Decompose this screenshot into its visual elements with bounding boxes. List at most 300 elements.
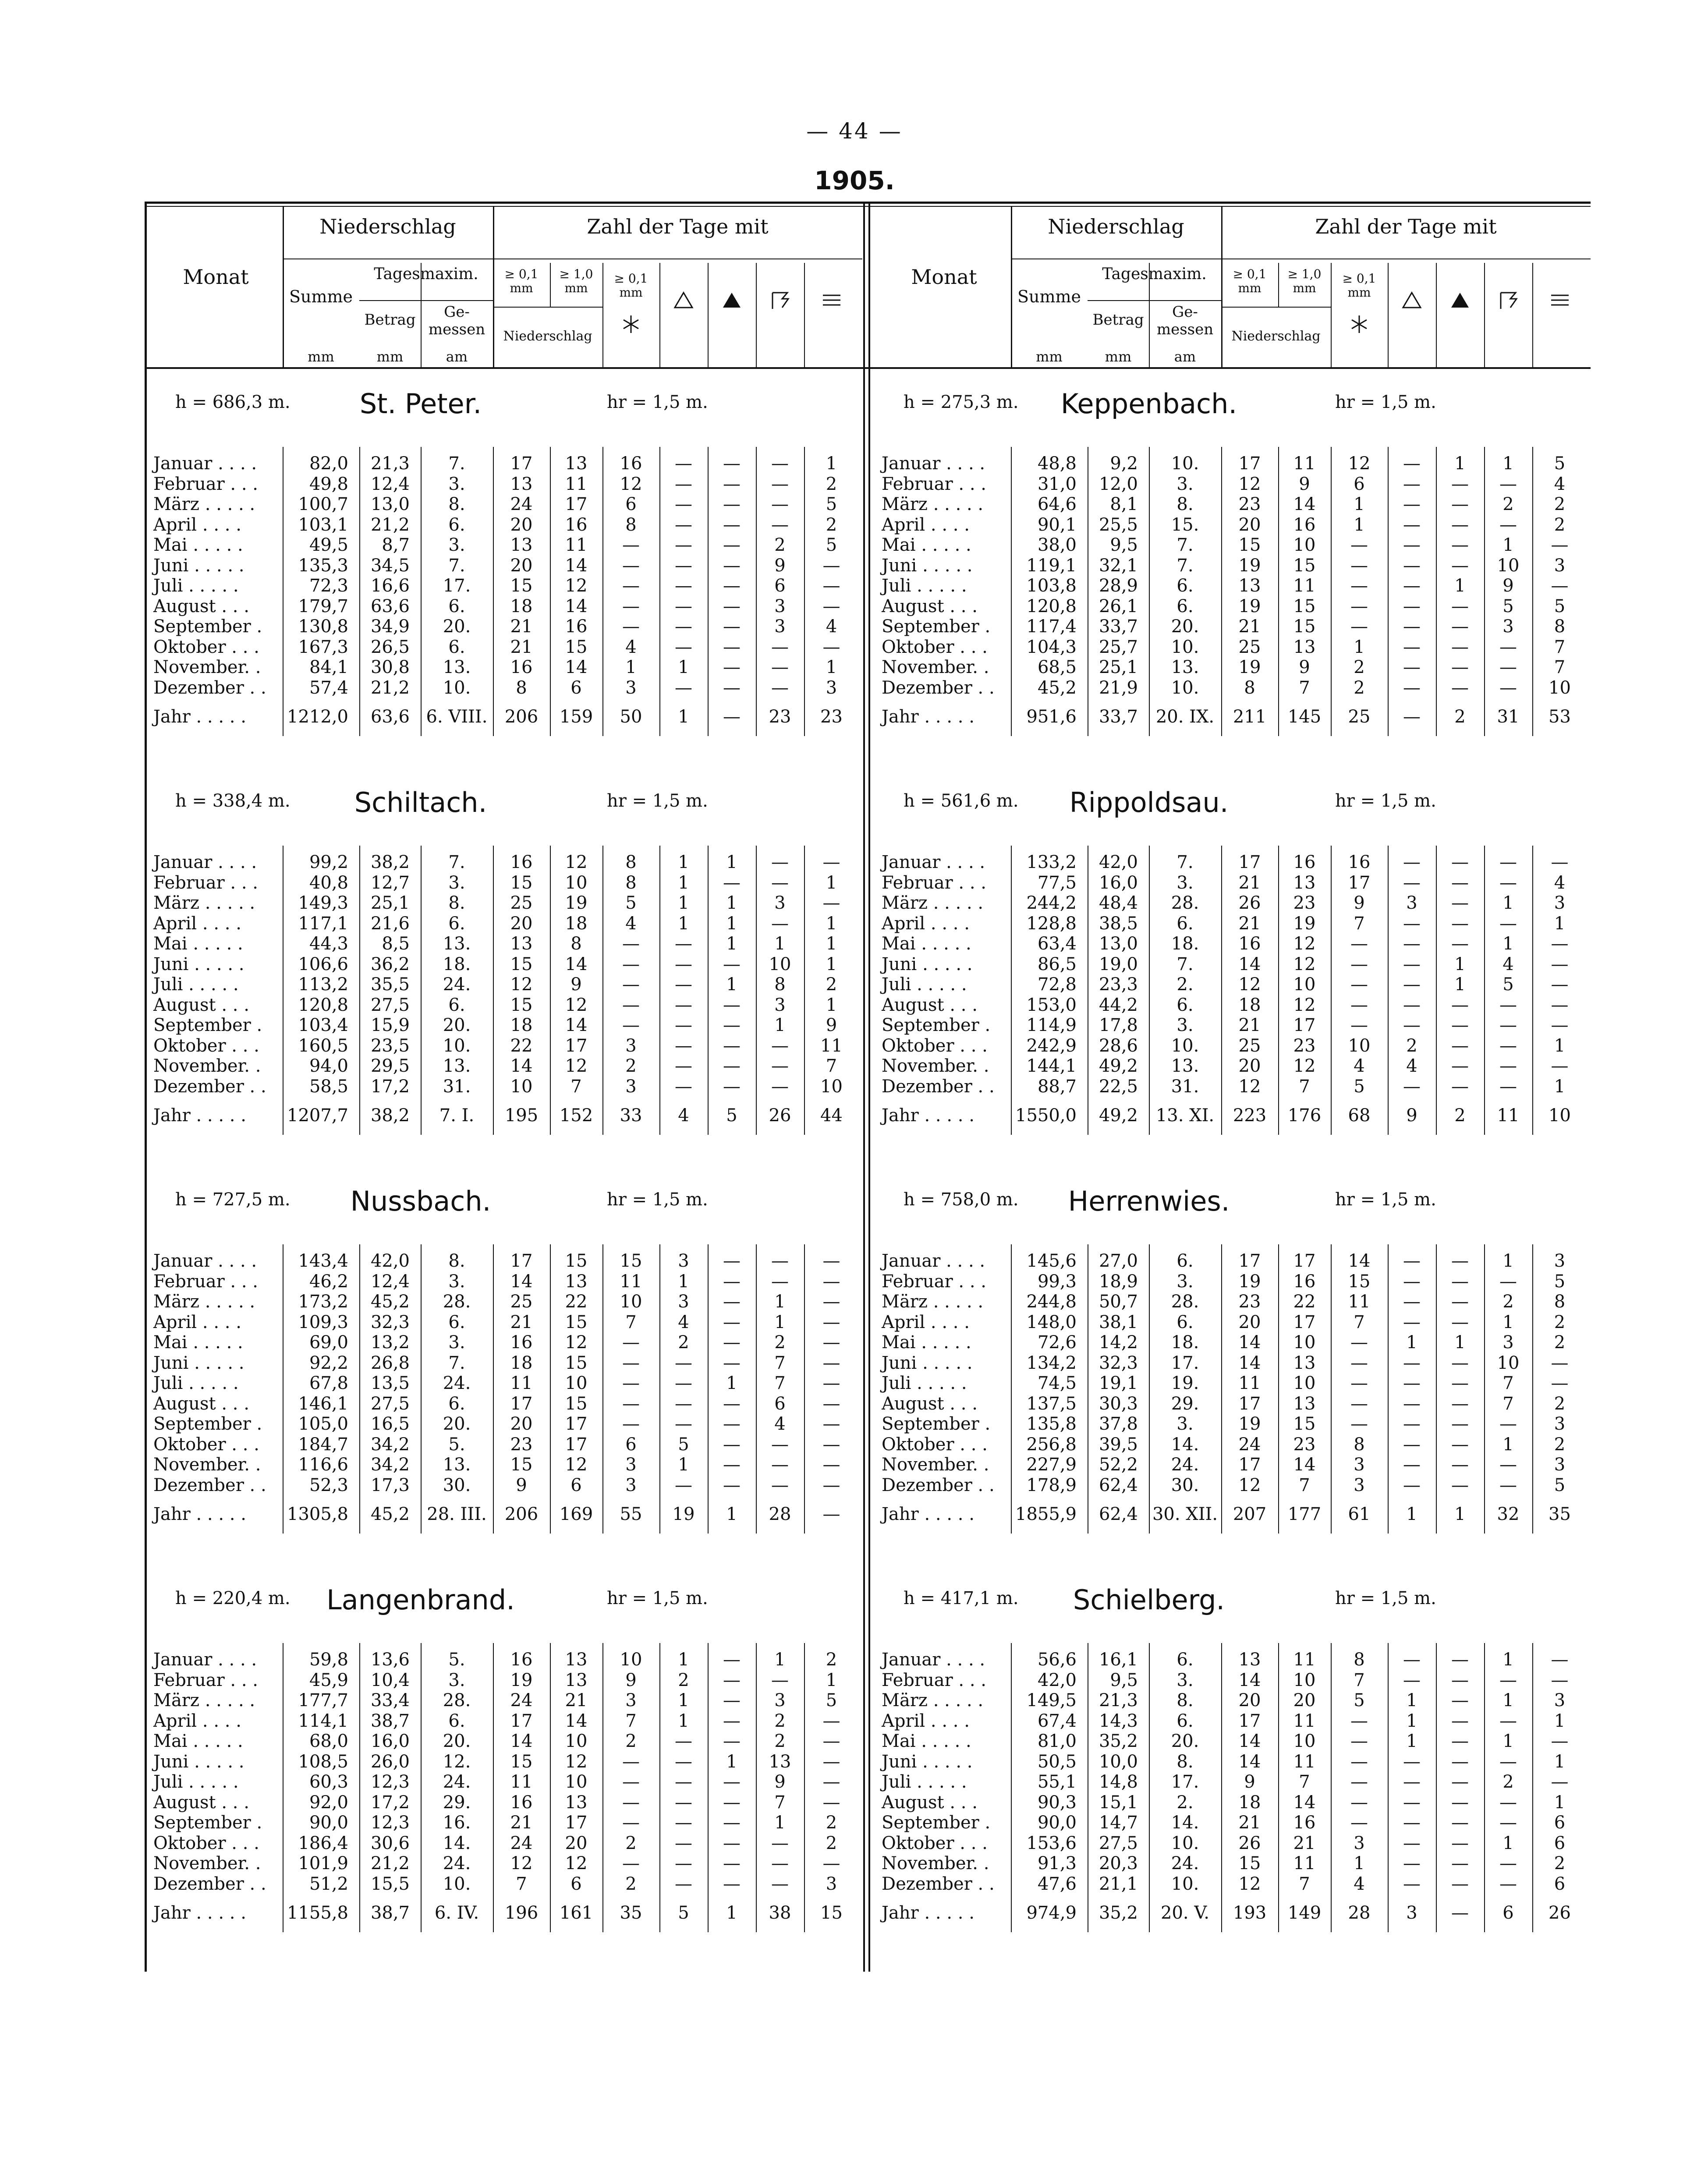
station-3-month-6: Juli . . . . . xyxy=(882,974,967,995)
station-4-cell-7-0: 146,1 xyxy=(298,1393,348,1414)
station-0-cell-12-3: 206 xyxy=(504,707,539,727)
station-3-cell-4-5: — xyxy=(1350,934,1368,954)
station-0-cell-5-0: 135,3 xyxy=(298,555,348,576)
station-5-month-12: Jahr . . . . . xyxy=(882,1504,974,1524)
station-4-cell-8-8: 4 xyxy=(774,1414,786,1434)
station-0-cell-2-1: 13,0 xyxy=(370,494,410,514)
station-6-cell-4-1: 16,0 xyxy=(370,1731,410,1751)
station-4-cell-6-2: 24. xyxy=(443,1373,471,1393)
station-1-month-1: Februar . . . xyxy=(882,474,986,494)
station-7-cell-2-0: 149,5 xyxy=(1026,1690,1077,1711)
station-6-month-5: Juni . . . . . xyxy=(153,1751,245,1772)
station-0-cell-5-1: 34,5 xyxy=(370,555,410,576)
station-1-cell-5-0: 119,1 xyxy=(1026,555,1077,576)
station-1-cell-7-6: — xyxy=(1403,596,1421,616)
station-4-cell-12-2: 28. III. xyxy=(427,1504,487,1524)
station-5-cell-10-7: — xyxy=(1451,1455,1469,1475)
station-3-month-8: September . xyxy=(882,1015,991,1035)
station-3-cell-0-2: 7. xyxy=(1176,852,1194,872)
station-0-cell-3-1: 21,2 xyxy=(370,514,410,535)
station-7-cell-1-0: 42,0 xyxy=(1037,1670,1077,1690)
station-4-cell-10-1: 34,2 xyxy=(370,1455,410,1475)
station-7-cell-7-6: — xyxy=(1403,1792,1421,1813)
station-0-cell-10-1: 30,8 xyxy=(370,657,410,677)
station-7-cell-3-8: — xyxy=(1499,1711,1517,1731)
station-1-cell-8-3: 21 xyxy=(1238,616,1261,637)
station-0-cell-0-0: 82,0 xyxy=(309,453,348,474)
station-1-cell-8-8: 3 xyxy=(1502,616,1514,637)
station-5-cell-3-8: 1 xyxy=(1502,1312,1514,1332)
station-6-cell-7-0: 92,0 xyxy=(309,1792,348,1813)
station-0-cell-5-7: — xyxy=(723,555,741,576)
station-0-cell-12-1: 63,6 xyxy=(370,707,410,727)
station-3-height: h = 561,6 m. xyxy=(904,791,1019,811)
station-7-cell-10-9: 2 xyxy=(1554,1853,1566,1874)
station-7-cell-11-8: — xyxy=(1499,1874,1517,1894)
station-4-cell-8-3: 20 xyxy=(510,1414,533,1434)
station-0-cell-0-8: — xyxy=(771,453,789,474)
station-4-month-6: Juli . . . . . xyxy=(153,1373,239,1393)
station-4-cell-1-3: 14 xyxy=(510,1271,533,1292)
station-7-cell-0-5: 8 xyxy=(1354,1650,1365,1670)
station-7-month-7: August . . . xyxy=(882,1792,978,1813)
station-0-cell-6-9: — xyxy=(822,576,840,596)
station-4-cell-12-0: 1305,8 xyxy=(287,1504,348,1524)
station-7-cell-1-6: — xyxy=(1403,1670,1421,1690)
station-5-cell-2-1: 50,7 xyxy=(1099,1292,1138,1312)
station-5-cell-8-4: 15 xyxy=(1293,1414,1316,1434)
station-6-cell-5-3: 15 xyxy=(510,1751,533,1772)
frame-left-line xyxy=(145,202,147,1972)
station-3-cell-3-1: 38,5 xyxy=(1099,913,1138,934)
station-6-cell-10-5: — xyxy=(622,1853,640,1874)
station-7-cell-7-5: — xyxy=(1350,1792,1368,1813)
station-4-cell-7-8: 6 xyxy=(774,1393,786,1414)
station-3-cell-11-7: — xyxy=(1451,1076,1469,1097)
station-6-cell-5-5: — xyxy=(622,1751,640,1772)
station-7-cell-1-5: 7 xyxy=(1354,1670,1365,1690)
station-0-cell-11-2: 10. xyxy=(443,677,471,698)
station-5-cell-12-3: 207 xyxy=(1233,1504,1267,1524)
station-6-cell-7-7: — xyxy=(723,1792,741,1813)
station-7-cell-12-5: 28 xyxy=(1348,1903,1371,1923)
station-7-cell-1-9: — xyxy=(1551,1670,1569,1690)
station-7-name: Schielberg. xyxy=(1073,1584,1225,1616)
station-0-cell-5-2: 7. xyxy=(448,555,465,576)
station-6-cell-0-4: 13 xyxy=(565,1650,588,1670)
station-1-cell-2-3: 23 xyxy=(1238,494,1261,514)
station-6-cell-2-8: 3 xyxy=(774,1690,786,1711)
station-6-cell-11-5: 2 xyxy=(625,1874,637,1894)
station-1-cell-10-1: 25,1 xyxy=(1099,657,1138,677)
station-3-cell-2-8: 1 xyxy=(1502,893,1514,913)
station-6-cell-1-3: 19 xyxy=(510,1670,533,1690)
station-5-cell-3-1: 38,1 xyxy=(1099,1312,1138,1332)
station-3-cell-6-8: 5 xyxy=(1502,974,1514,995)
station-2-cell-9-1: 23,5 xyxy=(370,1035,410,1056)
station-7-cell-1-4: 10 xyxy=(1293,1670,1316,1690)
station-0-cell-9-6: — xyxy=(675,637,692,657)
half-1-triangle-icon xyxy=(1401,289,1423,311)
station-3-cell-10-6: 4 xyxy=(1406,1056,1417,1076)
station-6-month-12: Jahr . . . . . xyxy=(153,1903,246,1923)
station-4-cell-11-0: 52,3 xyxy=(309,1475,348,1495)
station-7-cell-7-7: — xyxy=(1451,1792,1469,1813)
station-0-cell-0-2: 7. xyxy=(448,453,465,474)
station-7-cell-11-2: 10. xyxy=(1171,1874,1199,1894)
station-7-cell-5-7: — xyxy=(1451,1751,1469,1772)
station-1-cell-11-4: 7 xyxy=(1299,677,1310,698)
station-4-cell-6-8: 7 xyxy=(774,1373,786,1393)
station-1-cell-6-5: — xyxy=(1350,576,1368,596)
station-3-cell-1-6: — xyxy=(1403,872,1421,893)
station-3-cell-7-9: — xyxy=(1551,995,1569,1015)
station-7-cell-12-1: 35,2 xyxy=(1099,1903,1138,1923)
station-6-cell-11-3: 7 xyxy=(516,1874,527,1894)
station-2-cell-2-4: 19 xyxy=(565,893,588,913)
page-number: — 44 — xyxy=(806,118,903,144)
station-0-cell-1-1: 12,4 xyxy=(370,474,410,494)
station-5-cell-9-1: 39,5 xyxy=(1099,1434,1138,1455)
station-7-cell-0-3: 13 xyxy=(1238,1650,1261,1670)
station-3-cell-8-8: — xyxy=(1499,1015,1517,1035)
station-5-cell-10-5: 3 xyxy=(1354,1455,1365,1475)
station-7-cell-10-7: — xyxy=(1451,1853,1469,1874)
station-7-cell-0-4: 11 xyxy=(1293,1650,1316,1670)
station-4-cell-9-5: 6 xyxy=(625,1434,637,1455)
station-3-cell-4-3: 16 xyxy=(1238,934,1261,954)
station-5-cell-4-2: 18. xyxy=(1171,1332,1199,1353)
station-5-cell-0-3: 17 xyxy=(1238,1251,1261,1271)
station-3-month-1: Februar . . . xyxy=(882,872,986,893)
station-0-cell-12-9: 23 xyxy=(820,707,843,727)
station-3-cell-3-8: — xyxy=(1499,913,1517,934)
station-1-cell-7-9: 5 xyxy=(1554,596,1566,616)
station-1-cell-3-6: — xyxy=(1403,514,1421,535)
station-0-month-5: Juni . . . . . xyxy=(153,555,245,576)
station-6-cell-4-8: 2 xyxy=(774,1731,786,1751)
station-7-cell-8-1: 14,7 xyxy=(1099,1813,1138,1833)
half-1-gemessen-unit: am xyxy=(1174,348,1196,365)
station-7-cell-6-7: — xyxy=(1451,1772,1469,1792)
half-1-ge01-header: ≥ 0,1 mm xyxy=(1233,267,1267,295)
station-1-cell-4-1: 9,5 xyxy=(1110,535,1138,555)
station-4-month-2: März . . . . . xyxy=(153,1292,255,1312)
station-7-cell-0-7: — xyxy=(1451,1650,1469,1670)
station-6-cell-9-5: 2 xyxy=(625,1833,637,1853)
station-1-cell-5-4: 15 xyxy=(1293,555,1316,576)
station-0-cell-2-5: 6 xyxy=(625,494,637,514)
station-4-month-9: Oktober . . . xyxy=(153,1434,259,1455)
station-5-cell-2-8: 2 xyxy=(1502,1292,1514,1312)
station-2-cell-0-0: 99,2 xyxy=(309,852,348,872)
station-4-cell-5-3: 18 xyxy=(510,1353,533,1373)
station-4-cell-1-1: 12,4 xyxy=(370,1271,410,1292)
station-7-cell-9-8: 1 xyxy=(1502,1833,1514,1853)
station-0-cell-3-4: 16 xyxy=(565,514,588,535)
station-7-cell-12-3: 193 xyxy=(1233,1903,1267,1923)
station-7-cell-3-0: 67,4 xyxy=(1037,1711,1077,1731)
station-0-cell-6-7: — xyxy=(723,576,741,596)
station-7-cell-12-9: 26 xyxy=(1549,1903,1571,1923)
station-5-cell-9-9: 2 xyxy=(1554,1434,1566,1455)
station-1-cell-0-2: 10. xyxy=(1171,453,1199,474)
station-7-cell-7-3: 18 xyxy=(1238,1792,1261,1813)
station-0-cell-10-2: 13. xyxy=(443,657,471,677)
station-4-cell-3-0: 109,3 xyxy=(298,1312,348,1332)
station-0-cell-1-0: 49,8 xyxy=(309,474,348,494)
station-7-cell-10-8: — xyxy=(1499,1853,1517,1874)
station-5-month-8: September . xyxy=(882,1414,991,1434)
station-4-cell-2-0: 173,2 xyxy=(298,1292,348,1312)
station-4-cell-0-1: 42,0 xyxy=(370,1251,410,1271)
station-0-cell-8-2: 20. xyxy=(443,616,471,637)
station-2-cell-1-5: 8 xyxy=(625,872,637,893)
station-6-cell-4-6: — xyxy=(675,1731,692,1751)
station-3-cell-12-6: 9 xyxy=(1406,1105,1417,1126)
station-0-cell-2-0: 100,7 xyxy=(298,494,348,514)
station-6-cell-6-7: — xyxy=(723,1772,741,1792)
station-6-cell-3-4: 14 xyxy=(565,1711,588,1731)
station-4-cell-10-0: 116,6 xyxy=(298,1455,348,1475)
station-3-cell-7-5: — xyxy=(1350,995,1368,1015)
station-2-cell-4-3: 13 xyxy=(510,934,533,954)
station-5-cell-2-3: 23 xyxy=(1238,1292,1261,1312)
station-2-cell-5-7: — xyxy=(723,954,741,974)
station-3-cell-4-0: 63,4 xyxy=(1037,934,1077,954)
station-1-cell-10-0: 68,5 xyxy=(1037,657,1077,677)
station-1-cell-2-8: 2 xyxy=(1502,494,1514,514)
station-7-cell-9-2: 10. xyxy=(1171,1833,1199,1853)
station-2-cell-7-7: — xyxy=(723,995,741,1015)
station-2-cell-0-3: 16 xyxy=(510,852,533,872)
station-7-cell-4-4: 10 xyxy=(1293,1731,1316,1751)
station-6-cell-8-2: 16. xyxy=(443,1813,471,1833)
station-1-cell-4-4: 10 xyxy=(1293,535,1316,555)
station-4-cell-3-4: 15 xyxy=(565,1312,588,1332)
station-2-month-1: Februar . . . xyxy=(153,872,258,893)
station-1-cell-9-7: — xyxy=(1451,637,1469,657)
station-6-cell-9-0: 186,4 xyxy=(298,1833,348,1853)
station-3-cell-3-0: 128,8 xyxy=(1026,913,1077,934)
station-6-cell-10-7: — xyxy=(723,1853,741,1874)
station-3-cell-5-0: 86,5 xyxy=(1037,954,1077,974)
station-6-cell-4-2: 20. xyxy=(443,1731,471,1751)
station-1-cell-6-0: 103,8 xyxy=(1026,576,1077,596)
station-5-cell-12-6: 1 xyxy=(1406,1504,1417,1524)
station-4-cell-6-1: 13,5 xyxy=(370,1373,410,1393)
station-2-cell-6-7: 1 xyxy=(726,974,737,995)
station-0-cell-9-7: — xyxy=(723,637,741,657)
station-7-cell-3-6: 1 xyxy=(1406,1711,1417,1731)
station-2-cell-11-1: 17,2 xyxy=(370,1076,410,1097)
station-0-cell-5-9: — xyxy=(822,555,840,576)
station-4-cell-9-4: 17 xyxy=(565,1434,588,1455)
station-6-cell-12-1: 38,7 xyxy=(370,1903,410,1923)
station-0-cell-10-7: — xyxy=(723,657,741,677)
station-4-cell-4-6: 2 xyxy=(678,1332,689,1353)
station-0-month-2: März . . . . . xyxy=(153,494,255,514)
station-1-cell-1-3: 12 xyxy=(1238,474,1261,494)
station-0-cell-8-0: 130,8 xyxy=(298,616,348,637)
station-6-cell-5-2: 12. xyxy=(443,1751,471,1772)
station-7-hr: hr = 1,5 m. xyxy=(1335,1588,1436,1608)
half-0-niederschlag-small-header: Niederschlag xyxy=(503,329,592,344)
station-5-cell-10-9: 3 xyxy=(1554,1455,1566,1475)
station-2-cell-0-6: 1 xyxy=(678,852,689,872)
station-1-cell-2-9: 2 xyxy=(1554,494,1566,514)
station-2-cell-2-0: 149,3 xyxy=(298,893,348,913)
station-4-cell-9-6: 5 xyxy=(678,1434,689,1455)
station-5-cell-7-8: 7 xyxy=(1502,1393,1514,1414)
station-6-cell-4-3: 14 xyxy=(510,1731,533,1751)
station-2-cell-9-2: 10. xyxy=(443,1035,471,1056)
station-2-cell-1-9: 1 xyxy=(826,872,837,893)
station-2-cell-6-4: 9 xyxy=(571,974,582,995)
station-2-cell-8-8: 1 xyxy=(774,1015,786,1035)
station-1-cell-11-3: 8 xyxy=(1244,677,1255,698)
station-6-cell-3-9: — xyxy=(822,1711,840,1731)
station-6-cell-6-8: 9 xyxy=(774,1772,786,1792)
station-5-cell-3-9: 2 xyxy=(1554,1312,1566,1332)
station-4-cell-1-9: — xyxy=(822,1271,840,1292)
station-0-cell-9-0: 167,3 xyxy=(298,637,348,657)
station-4-cell-7-9: — xyxy=(822,1393,840,1414)
station-5-month-1: Februar . . . xyxy=(882,1271,986,1292)
station-7-cell-6-4: 7 xyxy=(1299,1772,1310,1792)
station-6-cell-5-8: 13 xyxy=(769,1751,791,1772)
station-1-month-9: Oktober . . . xyxy=(882,637,988,657)
station-2-cell-1-6: 1 xyxy=(678,872,689,893)
station-6-month-7: August . . . xyxy=(153,1792,249,1813)
station-0-cell-7-5: — xyxy=(622,596,640,616)
station-2-cell-12-0: 1207,7 xyxy=(287,1105,348,1126)
station-6-cell-12-7: 1 xyxy=(726,1903,737,1923)
station-0-cell-0-3: 17 xyxy=(510,453,533,474)
station-2-cell-9-4: 17 xyxy=(565,1035,588,1056)
station-7-cell-8-5: — xyxy=(1350,1813,1368,1833)
station-1-cell-10-5: 2 xyxy=(1354,657,1365,677)
station-5-cell-4-6: 1 xyxy=(1406,1332,1417,1353)
half-0-niederschlag-header: Niederschlag xyxy=(319,215,456,238)
station-6-cell-6-0: 60,3 xyxy=(309,1772,348,1792)
station-3-month-3: April . . . . xyxy=(882,913,970,934)
station-2-cell-3-7: 1 xyxy=(726,913,737,934)
station-7-cell-8-9: 6 xyxy=(1554,1813,1566,1833)
station-4-cell-10-3: 15 xyxy=(510,1455,533,1475)
station-1-name: Keppenbach. xyxy=(1060,388,1237,420)
station-3-cell-9-2: 10. xyxy=(1171,1035,1199,1056)
station-5-month-6: Juli . . . . . xyxy=(882,1373,967,1393)
station-4-cell-9-9: — xyxy=(822,1434,840,1455)
station-2-cell-3-0: 117,1 xyxy=(298,913,348,934)
station-4-cell-10-8: — xyxy=(771,1455,789,1475)
half-1-ge10-header: ≥ 1,0 mm xyxy=(1287,267,1322,295)
station-6-cell-8-1: 12,3 xyxy=(370,1813,410,1833)
station-5-cell-10-0: 227,9 xyxy=(1026,1455,1077,1475)
station-3-month-10: November. . xyxy=(882,1056,989,1076)
station-2-cell-1-4: 10 xyxy=(565,872,588,893)
station-2-cell-2-9: — xyxy=(822,893,840,913)
station-7-cell-8-2: 14. xyxy=(1171,1813,1199,1833)
station-1-cell-1-7: — xyxy=(1451,474,1469,494)
station-2-height: h = 338,4 m. xyxy=(175,791,291,811)
station-7-cell-10-5: 1 xyxy=(1354,1853,1365,1874)
station-2-cell-1-1: 12,7 xyxy=(370,872,410,893)
station-6-cell-2-1: 33,4 xyxy=(370,1690,410,1711)
station-4-cell-5-2: 7. xyxy=(448,1353,465,1373)
station-5-cell-11-5: 3 xyxy=(1354,1475,1365,1495)
station-5-cell-4-1: 14,2 xyxy=(1099,1332,1138,1353)
station-1-cell-0-0: 48,8 xyxy=(1037,453,1077,474)
station-4-cell-8-4: 17 xyxy=(565,1414,588,1434)
station-5-cell-0-4: 17 xyxy=(1293,1251,1316,1271)
half-0-summe-unit: mm xyxy=(308,348,334,365)
station-1-month-0: Januar . . . . xyxy=(882,453,985,474)
station-7-month-11: Dezember . . xyxy=(882,1874,995,1894)
station-1-height: h = 275,3 m. xyxy=(904,392,1019,412)
half-1-niederschlag-small-header: Niederschlag xyxy=(1231,329,1321,344)
station-5-cell-5-7: — xyxy=(1451,1353,1469,1373)
station-6-hr: hr = 1,5 m. xyxy=(607,1588,708,1608)
station-4-cell-0-5: 15 xyxy=(620,1251,642,1271)
station-0-cell-7-9: — xyxy=(822,596,840,616)
station-1-cell-6-4: 11 xyxy=(1293,576,1316,596)
station-1-cell-8-1: 33,7 xyxy=(1099,616,1138,637)
station-6-cell-1-1: 10,4 xyxy=(370,1670,410,1690)
station-3-cell-10-3: 20 xyxy=(1238,1056,1261,1076)
station-7-cell-9-6: — xyxy=(1403,1833,1421,1853)
station-0-cell-1-7: — xyxy=(723,474,741,494)
half-0-tagesmax-header: Tagesmaxim. xyxy=(374,265,478,283)
station-1-cell-1-9: 4 xyxy=(1554,474,1566,494)
station-2-cell-9-9: 11 xyxy=(820,1035,843,1056)
station-7-cell-10-3: 15 xyxy=(1238,1853,1261,1874)
station-4-month-10: November. . xyxy=(153,1455,261,1475)
station-1-month-10: November. . xyxy=(882,657,989,677)
station-2-cell-12-5: 33 xyxy=(620,1105,642,1126)
station-3-cell-11-4: 7 xyxy=(1299,1076,1310,1097)
station-7-cell-11-4: 7 xyxy=(1299,1874,1310,1894)
station-0-cell-4-6: — xyxy=(675,535,692,555)
station-6-cell-5-9: — xyxy=(822,1751,840,1772)
station-5-cell-3-6: — xyxy=(1403,1312,1421,1332)
station-2-cell-12-1: 38,2 xyxy=(370,1105,410,1126)
station-5-cell-3-5: 7 xyxy=(1354,1312,1365,1332)
station-3-cell-3-5: 7 xyxy=(1354,913,1365,934)
station-4-cell-10-4: 12 xyxy=(565,1455,588,1475)
station-6-cell-1-7: — xyxy=(723,1670,741,1690)
station-3-cell-2-1: 48,4 xyxy=(1099,893,1138,913)
station-4-month-4: Mai . . . . . xyxy=(153,1332,243,1353)
station-6-cell-4-0: 68,0 xyxy=(309,1731,348,1751)
station-5-cell-1-6: — xyxy=(1403,1271,1421,1292)
station-7-cell-11-0: 47,6 xyxy=(1037,1874,1077,1894)
half-1-thunder-icon xyxy=(1497,289,1519,311)
station-7-cell-6-8: 2 xyxy=(1502,1772,1514,1792)
station-5-cell-0-7: — xyxy=(1451,1251,1469,1271)
station-5-cell-6-4: 10 xyxy=(1293,1373,1316,1393)
station-6-cell-8-4: 17 xyxy=(565,1813,588,1833)
station-5-cell-1-0: 99,3 xyxy=(1037,1271,1077,1292)
station-3-cell-10-1: 49,2 xyxy=(1099,1056,1138,1076)
station-5-height: h = 758,0 m. xyxy=(904,1190,1019,1210)
station-2-cell-7-3: 15 xyxy=(510,995,533,1015)
station-7-cell-4-0: 81,0 xyxy=(1037,1731,1077,1751)
station-3-cell-2-3: 26 xyxy=(1238,893,1261,913)
station-2-cell-12-7: 5 xyxy=(726,1105,737,1126)
station-7-cell-4-7: — xyxy=(1451,1731,1469,1751)
